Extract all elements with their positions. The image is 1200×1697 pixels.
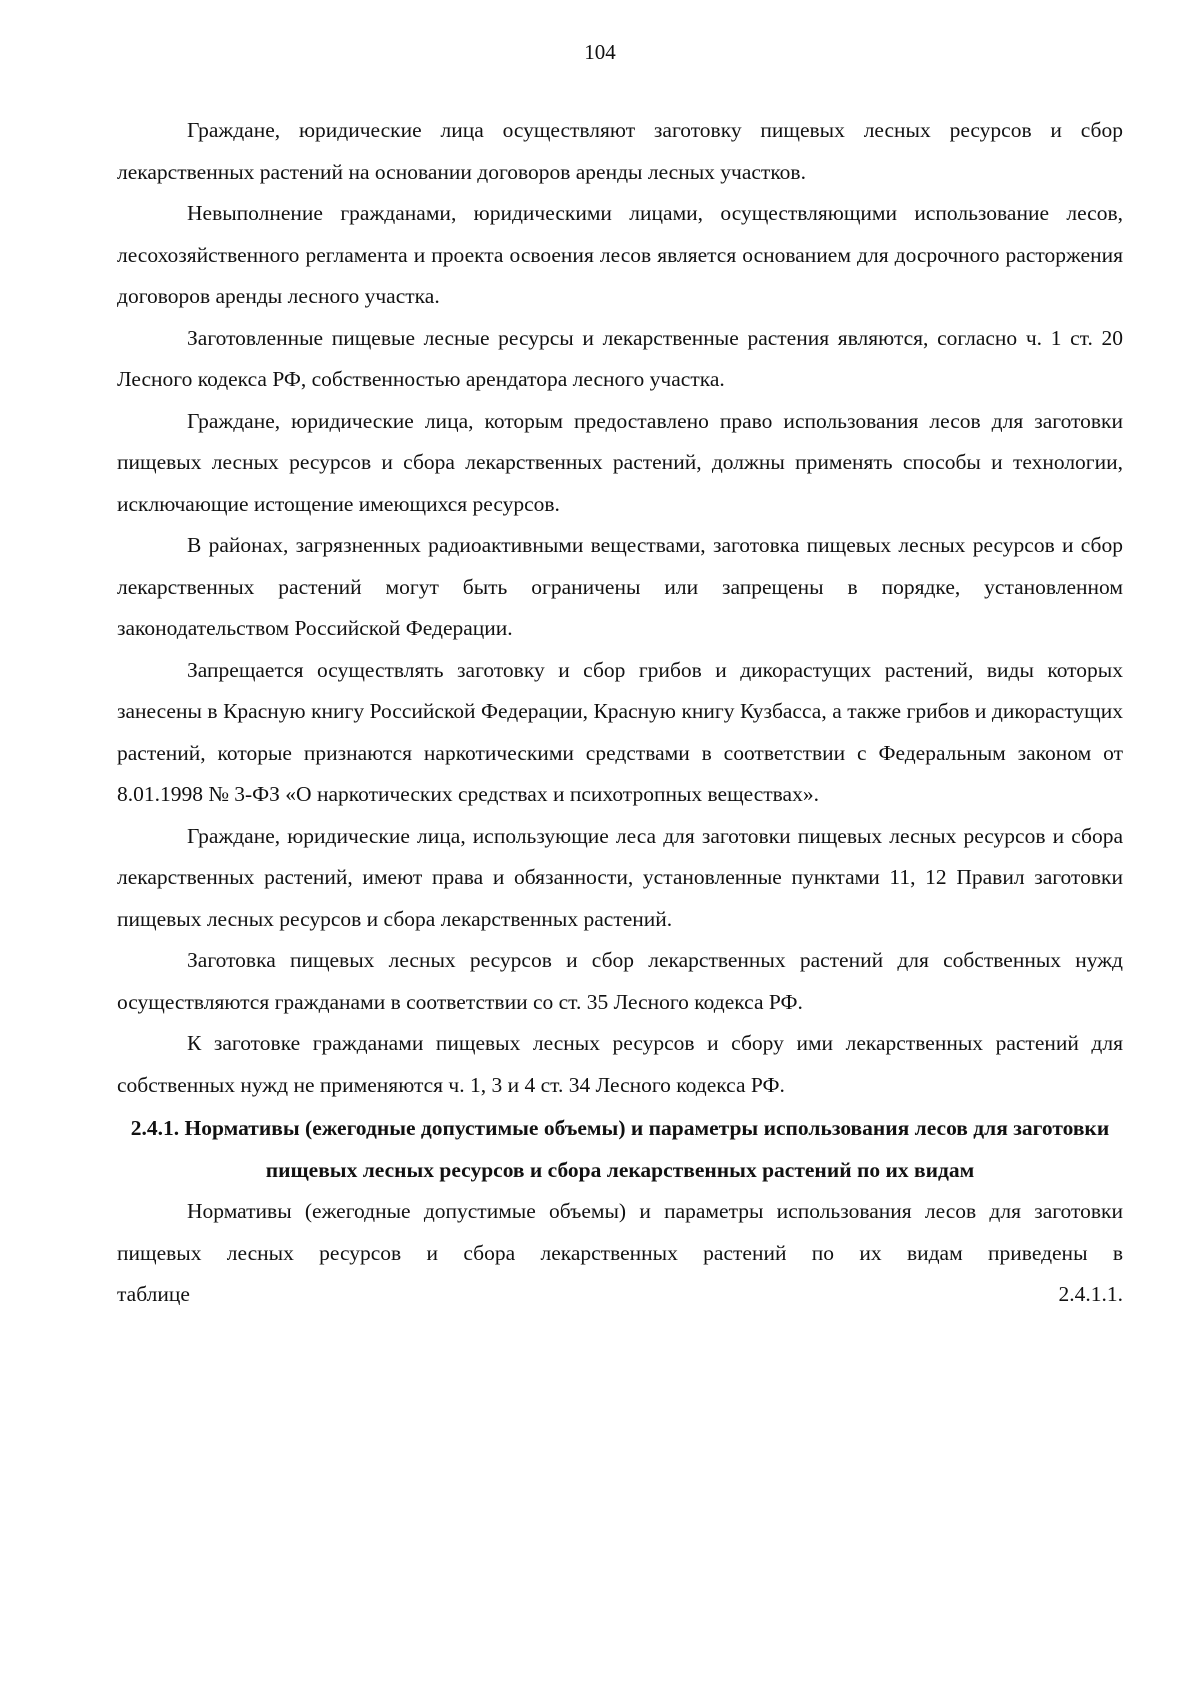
- paragraph: Граждане, юридические лица, использующие леса для заготовки пищевых лесных ресурсов и сбора лекарственных растений, имеют права и обязанности, установленные пунктами 11, 12 Правил заготовки пищевых лесных ресурсов и сбора лекарственных растений.: [117, 823, 1123, 931]
- paragraph: Заготовка пищевых лесных ресурсов и сбор лекарственных растений для собственных нужд осуществляются гражданами в соответствии со ст. 35 Лесного кодекса РФ.: [117, 948, 1123, 1014]
- paragraph: Граждане, юридические лица, которым предоставлено право использования лесов для заготовки пищевых лесных ресурсов и сбора лекарственных растений, должны применять способы и технологии, исключающие истощение имеющихся ресурсов.: [117, 408, 1123, 516]
- table-reference-number: 2.4.1.1.: [1058, 1282, 1123, 1306]
- section-paragraph: Нормативы (ежегодные допустимые объемы) и параметры использования лесов для заготовки пищевых лесных ресурсов и сбора лекарственных растений по их видам приведены в: [117, 1199, 1123, 1265]
- paragraph: К заготовке гражданами пищевых лесных ресурсов и сбору ими лекарственных растений для собственных нужд не применяются ч. 1, 3 и 4 ст. 34 Лесного кодекса РФ.: [117, 1031, 1123, 1097]
- table-reference-line: [117, 1274, 1123, 1316]
- paragraph: Запрещается осуществлять заготовку и сбор грибов и дикорастущих растений, виды которых занесены в Красную книгу Российской Федерации, Красную книгу Кузбасса, а также грибов и дикорастущих растений, которые признаются наркотическими средствами в соответствии с Федеральным законом от 8.01.1998 № 3-ФЗ «О наркотических средствах и психотропных веществах».: [117, 657, 1123, 806]
- document-body: [117, 110, 1123, 1316]
- table-reference-label: таблице: [117, 1282, 190, 1306]
- paragraph: В районах, загрязненных радиоактивными веществами, заготовка пищевых лесных ресурсов и сбор лекарственных растений могут быть ограничены или запрещены в порядке, установленном законодательством Российской Федерации.: [117, 533, 1123, 640]
- page-number: 104: [584, 40, 616, 64]
- section-heading: 2.4.1. Нормативы (ежегодные допустимые объемы) и параметры использования лесов для заготовки пищевых лесных ресурсов и сбора лекарственных растений по их видам: [130, 1116, 1110, 1182]
- paragraph: Заготовленные пищевые лесные ресурсы и лекарственные растения являются, согласно ч. 1 ст. 20 Лесного кодекса РФ, собственностью арендатора лесного участка.: [117, 325, 1123, 391]
- paragraph: Невыполнение гражданами, юридическими лицами, осуществляющими использование лесов, лесохозяйственного регламента и проекта освоения лесов является основанием для досрочного расторжения договоров аренды лесного участка.: [117, 201, 1123, 308]
- paragraph: Граждане, юридические лица осуществляют заготовку пищевых лесных ресурсов и сбор лекарственных растений на основании договоров аренды лесных участков.: [117, 118, 1123, 184]
